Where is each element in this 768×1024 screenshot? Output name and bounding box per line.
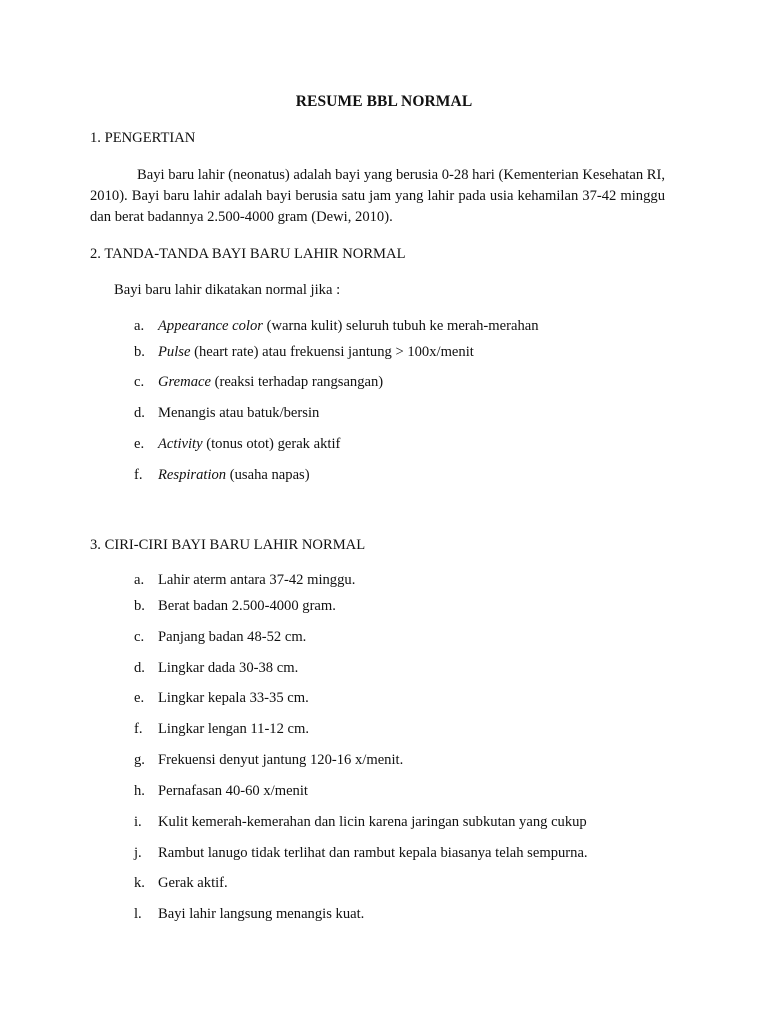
list-item: d. Lingkar dada 30-38 cm. — [134, 660, 299, 676]
list-item: b. Pulse (heart rate) atau frekuensi jantung > 100x/menit — [134, 344, 474, 360]
section-2-intro: Bayi baru lahir dikatakan normal jika : — [114, 282, 341, 298]
list-item: l. Bayi lahir langsung menangis kuat. — [134, 906, 365, 922]
list-item: k. Gerak aktif. — [134, 875, 228, 891]
section-3-heading: 3. CIRI-CIRI BAYI BARU LAHIR NORMAL — [90, 537, 366, 553]
section-1-paragraph — [90, 165, 665, 228]
list-item: a. Appearance color (warna kulit) seluruh tubuh ke merah-merahan — [134, 318, 539, 334]
list-item: e. Activity (tonus otot) gerak aktif — [134, 436, 341, 452]
list-item: f. Respiration (usaha napas) — [134, 467, 310, 483]
list-item: e. Lingkar kepala 33-35 cm. — [134, 690, 309, 706]
list-item: j. Rambut lanugo tidak terlihat dan rambut kepala biasanya telah sempurna. — [134, 845, 588, 861]
document-title: RESUME BBL NORMAL — [295, 93, 473, 110]
list-item: i. Kulit kemerah-kemerahan dan licin karena jaringan subkutan yang cukup — [134, 814, 587, 830]
list-item: b. Berat badan 2.500-4000 gram. — [134, 598, 336, 614]
section-2-heading: 2. TANDA-TANDA BAYI BARU LAHIR NORMAL — [90, 246, 406, 262]
section-1-paragraph-text: Bayi baru lahir (neonatus) adalah bayi yang berusia 0-28 hari (Kementerian Kesehatan RI, 2010). Bayi baru lahir adalah bayi berusia satu jam yang lahir pada usia kehamilan 37-42 minggu dan berat badannya 2.500-4000 gram (Dewi, 2010). — [90, 167, 666, 225]
list-item: f. Lingkar lengan 11-12 cm. — [134, 721, 310, 737]
list-item: a. Lahir aterm antara 37-42 minggu. — [134, 572, 356, 588]
list-item: c. Panjang badan 48-52 cm. — [134, 629, 307, 645]
section-1-heading: 1. PENGERTIAN — [90, 130, 196, 146]
list-item: d. Menangis atau batuk/bersin — [134, 405, 320, 421]
list-item: c. Gremace (reaksi terhadap rangsangan) — [134, 374, 384, 390]
list-item: g. Frekuensi denyut jantung 120-16 x/menit. — [134, 752, 404, 768]
list-item: h. Pernafasan 40-60 x/menit — [134, 783, 308, 799]
